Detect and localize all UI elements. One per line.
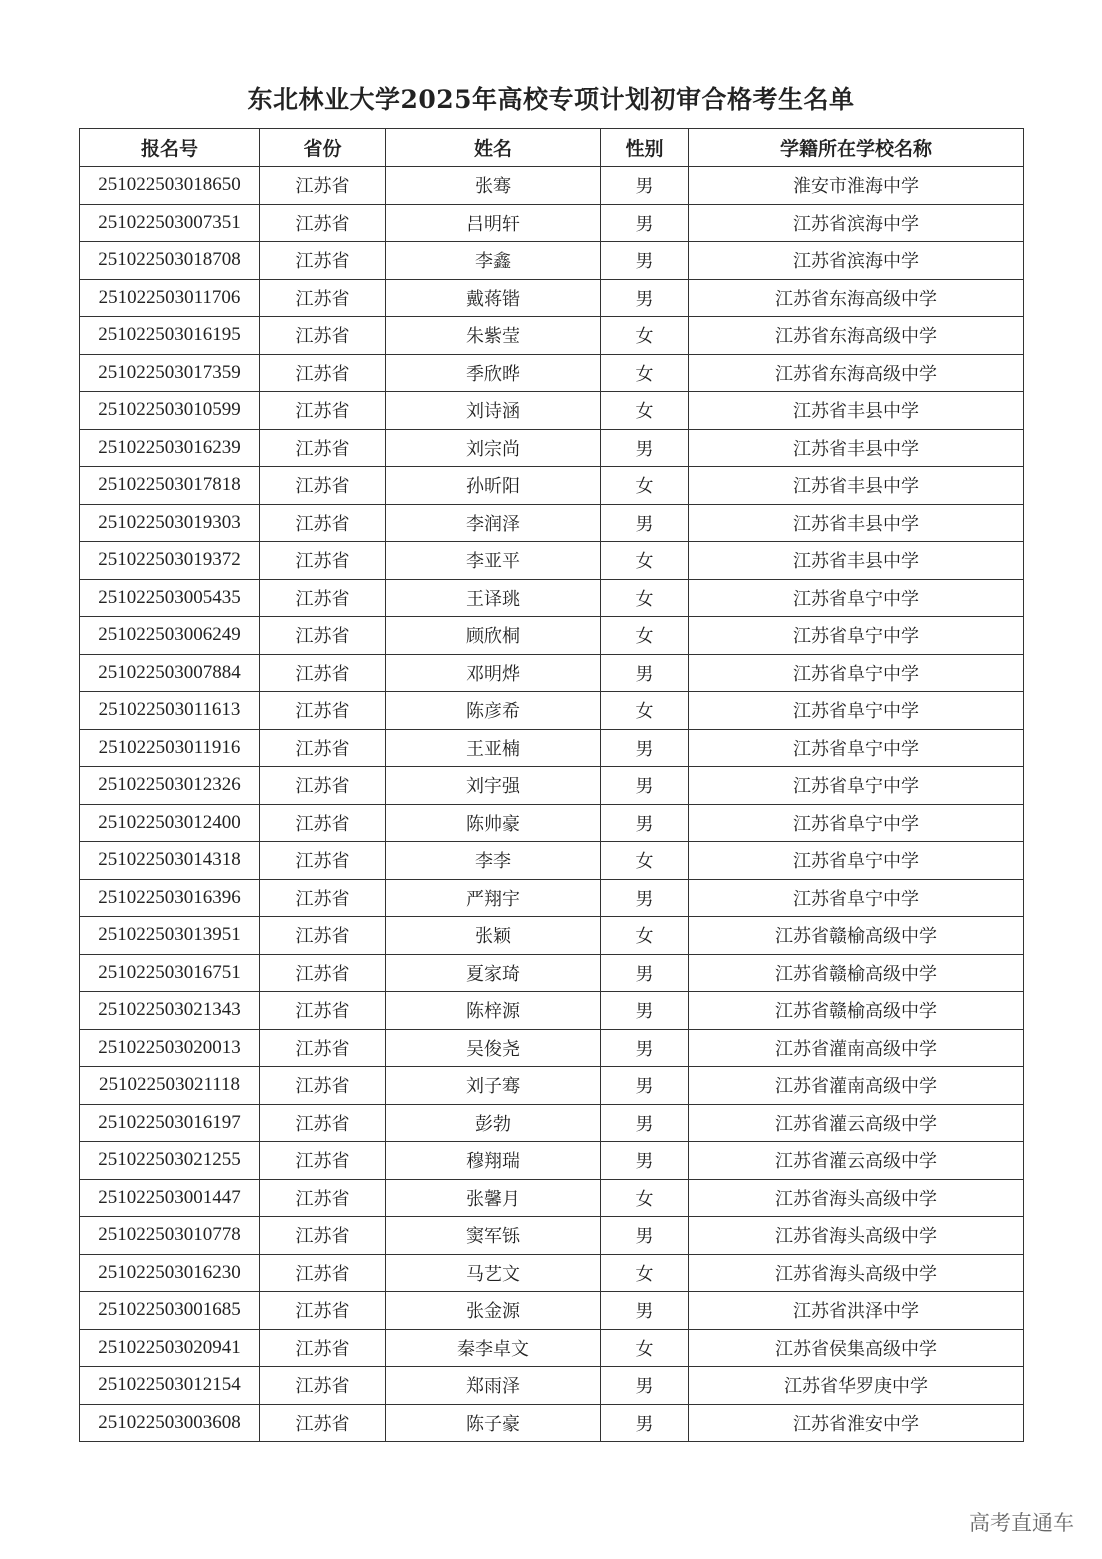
province-cell: 江苏省 [260,1142,386,1180]
gender-cell: 男 [601,729,689,767]
gender-cell: 女 [601,1254,689,1292]
registration-number-cell: 251022503016239 [80,429,260,467]
province-cell: 江苏省 [260,1367,386,1405]
name-cell: 李鑫 [386,242,601,280]
school-cell: 江苏省滨海中学 [689,204,1024,242]
registration-number-cell: 251022503016751 [80,954,260,992]
gender-cell: 男 [601,1404,689,1442]
school-cell: 江苏省洪泽中学 [689,1292,1024,1330]
school-cell: 江苏省灌云高级中学 [689,1104,1024,1142]
table-row [80,654,1024,692]
registration-number-cell: 251022503011916 [80,729,260,767]
header-registration-number: 报名号 [80,129,260,167]
registration-number-cell: 251022503005435 [80,579,260,617]
name-cell: 孙昕阳 [386,467,601,505]
gender-cell: 男 [601,167,689,205]
registration-number-cell: 251022503017359 [80,354,260,392]
registration-number-cell: 251022503010778 [80,1217,260,1255]
school-cell: 江苏省灌南高级中学 [689,1067,1024,1105]
registration-number-cell: 251022503021343 [80,992,260,1030]
name-cell: 马艺文 [386,1254,601,1292]
registration-number-cell: 251022503018650 [80,167,260,205]
name-cell: 王译珧 [386,579,601,617]
table-row [80,917,1024,955]
province-cell: 江苏省 [260,992,386,1030]
gender-cell: 男 [601,1292,689,1330]
registration-number-cell: 251022503019372 [80,542,260,580]
table-row [80,1329,1024,1367]
gender-cell: 男 [601,242,689,280]
registration-number-cell: 251022503012400 [80,804,260,842]
table-row [80,617,1024,655]
school-cell: 江苏省淮安中学 [689,1404,1024,1442]
table-row [80,1367,1024,1405]
table-row [80,1067,1024,1105]
school-cell: 江苏省丰县中学 [689,542,1024,580]
school-cell: 江苏省赣榆高级中学 [689,954,1024,992]
province-cell: 江苏省 [260,1067,386,1105]
name-cell: 吕明轩 [386,204,601,242]
table-row [80,579,1024,617]
school-cell: 江苏省阜宁中学 [689,617,1024,655]
table-row [80,729,1024,767]
registration-number-cell: 251022503011706 [80,279,260,317]
province-cell: 江苏省 [260,692,386,730]
registration-number-cell: 251022503021118 [80,1067,260,1105]
name-cell: 郑雨泽 [386,1367,601,1405]
province-cell: 江苏省 [260,1217,386,1255]
table-row [80,1254,1024,1292]
province-cell: 江苏省 [260,317,386,355]
name-cell: 夏家琦 [386,954,601,992]
name-cell: 张骞 [386,167,601,205]
name-cell: 刘宇强 [386,767,601,805]
school-cell: 江苏省灌云高级中学 [689,1142,1024,1180]
name-cell: 刘诗涵 [386,392,601,430]
name-cell: 朱紫莹 [386,317,601,355]
name-cell: 陈彦希 [386,692,601,730]
gender-cell: 女 [601,579,689,617]
school-cell: 江苏省赣榆高级中学 [689,992,1024,1030]
registration-number-cell: 251022503020013 [80,1029,260,1067]
province-cell: 江苏省 [260,1404,386,1442]
candidate-table [79,128,1024,1442]
province-cell: 江苏省 [260,917,386,955]
school-cell: 江苏省华罗庚中学 [689,1367,1024,1405]
header-province: 省份 [260,129,386,167]
gender-cell: 女 [601,1179,689,1217]
gender-cell: 男 [601,992,689,1030]
table-row [80,804,1024,842]
gender-cell: 女 [601,467,689,505]
school-cell: 江苏省海头高级中学 [689,1179,1024,1217]
registration-number-cell: 251022503020941 [80,1329,260,1367]
gender-cell: 男 [601,504,689,542]
gender-cell: 女 [601,392,689,430]
table-row [80,1104,1024,1142]
province-cell: 江苏省 [260,542,386,580]
registration-number-cell: 251022503007884 [80,654,260,692]
province-cell: 江苏省 [260,429,386,467]
name-cell: 李亚平 [386,542,601,580]
registration-number-cell: 251022503011613 [80,692,260,730]
registration-number-cell: 251022503016396 [80,879,260,917]
province-cell: 江苏省 [260,879,386,917]
name-cell: 张颖 [386,917,601,955]
gender-cell: 男 [601,1104,689,1142]
gender-cell: 男 [601,1067,689,1105]
province-cell: 江苏省 [260,1029,386,1067]
province-cell: 江苏省 [260,579,386,617]
table-row [80,354,1024,392]
table-row [80,167,1024,205]
registration-number-cell: 251022503014318 [80,842,260,880]
name-cell: 张金源 [386,1292,601,1330]
gender-cell: 女 [601,317,689,355]
school-cell: 江苏省阜宁中学 [689,879,1024,917]
name-cell: 刘子骞 [386,1067,601,1105]
province-cell: 江苏省 [260,354,386,392]
header-school: 学籍所在学校名称 [689,129,1024,167]
registration-number-cell: 251022503007351 [80,204,260,242]
school-cell: 江苏省阜宁中学 [689,729,1024,767]
school-cell: 江苏省阜宁中学 [689,804,1024,842]
registration-number-cell: 251022503013951 [80,917,260,955]
gender-cell: 女 [601,542,689,580]
province-cell: 江苏省 [260,167,386,205]
name-cell: 戴蒋锴 [386,279,601,317]
registration-number-cell: 251022503001447 [80,1179,260,1217]
registration-number-cell: 251022503016195 [80,317,260,355]
table-row [80,992,1024,1030]
school-cell: 江苏省灌南高级中学 [689,1029,1024,1067]
province-cell: 江苏省 [260,1179,386,1217]
table-row [80,692,1024,730]
gender-cell: 男 [601,1367,689,1405]
school-cell: 江苏省东海高级中学 [689,354,1024,392]
table-row [80,767,1024,805]
gender-cell: 男 [601,429,689,467]
province-cell: 江苏省 [260,392,386,430]
registration-number-cell: 251022503003608 [80,1404,260,1442]
gender-cell: 男 [601,1029,689,1067]
registration-number-cell: 251022503021255 [80,1142,260,1180]
gender-cell: 女 [601,692,689,730]
header-name: 姓名 [386,129,601,167]
registration-number-cell: 251022503012154 [80,1367,260,1405]
gender-cell: 男 [601,954,689,992]
school-cell: 淮安市淮海中学 [689,167,1024,205]
school-cell: 江苏省丰县中学 [689,392,1024,430]
name-cell: 陈帅豪 [386,804,601,842]
name-cell: 陈子豪 [386,1404,601,1442]
gender-cell: 女 [601,617,689,655]
school-cell: 江苏省滨海中学 [689,242,1024,280]
registration-number-cell: 251022503010599 [80,392,260,430]
school-cell: 江苏省阜宁中学 [689,842,1024,880]
gender-cell: 男 [601,879,689,917]
name-cell: 张馨月 [386,1179,601,1217]
province-cell: 江苏省 [260,467,386,505]
table-row [80,242,1024,280]
table-row [80,1292,1024,1330]
table-row [80,1404,1024,1442]
name-cell: 邓明烨 [386,654,601,692]
gender-cell: 男 [601,1142,689,1180]
school-cell: 江苏省海头高级中学 [689,1254,1024,1292]
registration-number-cell: 251022503019303 [80,504,260,542]
table-row [80,1029,1024,1067]
gender-cell: 男 [601,1217,689,1255]
gender-cell: 男 [601,767,689,805]
name-cell: 刘宗尚 [386,429,601,467]
province-cell: 江苏省 [260,242,386,280]
gender-cell: 男 [601,654,689,692]
province-cell: 江苏省 [260,204,386,242]
table-row [80,317,1024,355]
name-cell: 顾欣桐 [386,617,601,655]
province-cell: 江苏省 [260,804,386,842]
gender-cell: 男 [601,204,689,242]
document-title: 东北林业大学2025年高校专项计划初审合格考生名单 [247,85,855,114]
table-row [80,954,1024,992]
province-cell: 江苏省 [260,279,386,317]
name-cell: 窦军铄 [386,1217,601,1255]
school-cell: 江苏省阜宁中学 [689,767,1024,805]
table-row [80,504,1024,542]
table-row [80,279,1024,317]
gender-cell: 女 [601,354,689,392]
name-cell: 陈梓源 [386,992,601,1030]
table-row [80,1179,1024,1217]
table-row [80,1217,1024,1255]
registration-number-cell: 251022503016197 [80,1104,260,1142]
registration-number-cell: 251022503016230 [80,1254,260,1292]
school-cell: 江苏省丰县中学 [689,429,1024,467]
school-cell: 江苏省赣榆高级中学 [689,917,1024,955]
province-cell: 江苏省 [260,729,386,767]
province-cell: 江苏省 [260,1104,386,1142]
registration-number-cell: 251022503006249 [80,617,260,655]
school-cell: 江苏省阜宁中学 [689,579,1024,617]
gender-cell: 男 [601,279,689,317]
name-cell: 彭勃 [386,1104,601,1142]
gender-cell: 女 [601,1329,689,1367]
header-gender: 性别 [601,129,689,167]
province-cell: 江苏省 [260,617,386,655]
table-row [80,467,1024,505]
registration-number-cell: 251022503017818 [80,467,260,505]
registration-number-cell: 251022503018708 [80,242,260,280]
province-cell: 江苏省 [260,1254,386,1292]
table-row [80,429,1024,467]
province-cell: 江苏省 [260,654,386,692]
table-header-row [80,129,1024,167]
province-cell: 江苏省 [260,842,386,880]
school-cell: 江苏省丰县中学 [689,467,1024,505]
school-cell: 江苏省东海高级中学 [689,317,1024,355]
province-cell: 江苏省 [260,1292,386,1330]
gender-cell: 女 [601,842,689,880]
school-cell: 江苏省阜宁中学 [689,654,1024,692]
table-row [80,879,1024,917]
school-cell: 江苏省侯集高级中学 [689,1329,1024,1367]
registration-number-cell: 251022503012326 [80,767,260,805]
province-cell: 江苏省 [260,504,386,542]
table-row [80,392,1024,430]
table-row [80,1142,1024,1180]
table-row [80,842,1024,880]
table-body [80,167,1024,1442]
name-cell: 秦李卓文 [386,1329,601,1367]
registration-number-cell: 251022503001685 [80,1292,260,1330]
school-cell: 江苏省阜宁中学 [689,692,1024,730]
name-cell: 穆翔瑞 [386,1142,601,1180]
school-cell: 江苏省丰县中学 [689,504,1024,542]
gender-cell: 男 [601,804,689,842]
school-cell: 江苏省海头高级中学 [689,1217,1024,1255]
table-row [80,542,1024,580]
school-cell: 江苏省东海高级中学 [689,279,1024,317]
name-cell: 季欣晔 [386,354,601,392]
gender-cell: 女 [601,917,689,955]
table-row [80,204,1024,242]
province-cell: 江苏省 [260,1329,386,1367]
name-cell: 吴俊尧 [386,1029,601,1067]
name-cell: 李润泽 [386,504,601,542]
watermark: 高考直通车 [969,1511,1074,1535]
name-cell: 李李 [386,842,601,880]
province-cell: 江苏省 [260,954,386,992]
name-cell: 王亚楠 [386,729,601,767]
name-cell: 严翔宇 [386,879,601,917]
province-cell: 江苏省 [260,767,386,805]
